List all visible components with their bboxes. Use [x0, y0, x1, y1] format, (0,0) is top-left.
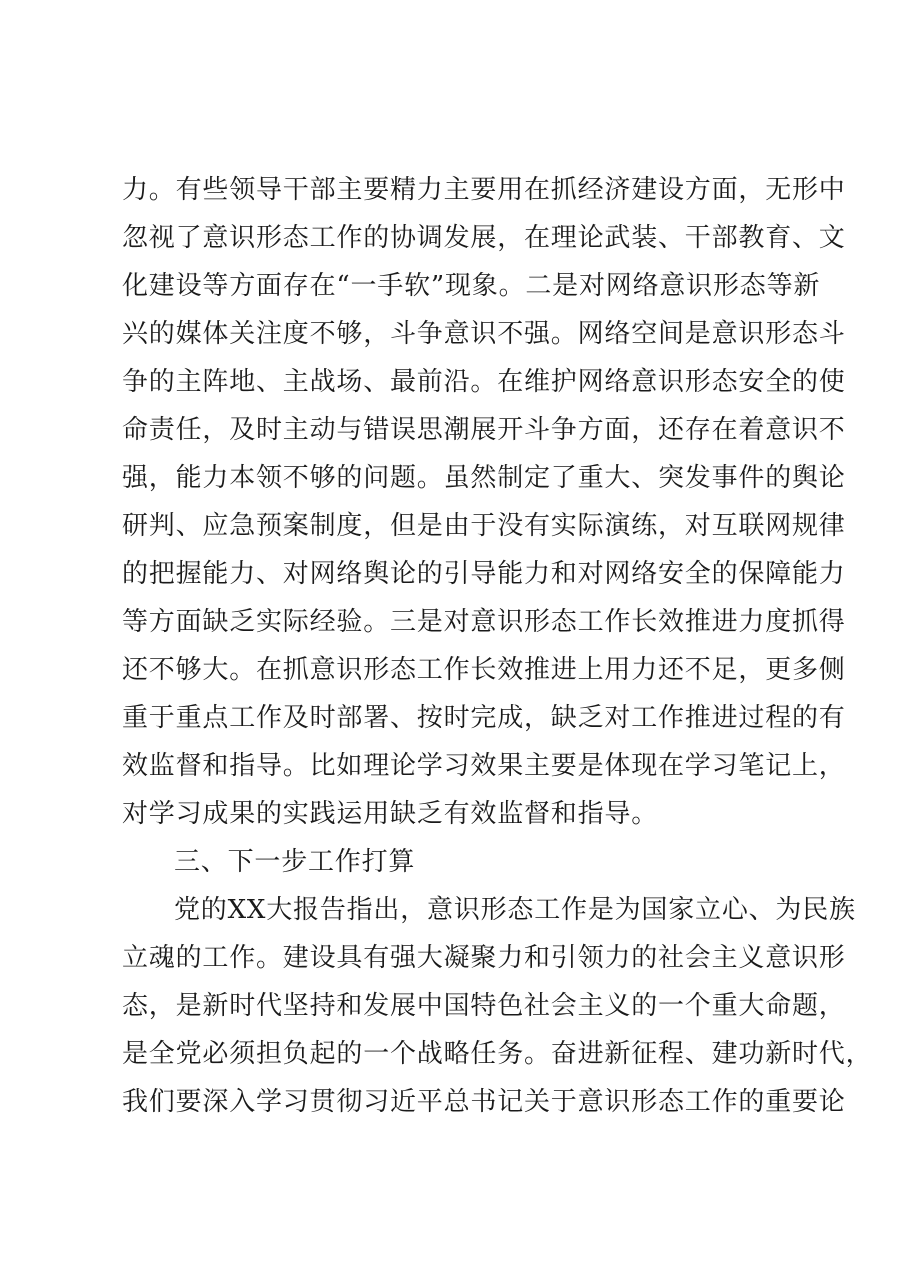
- text-line: 化建设等方面存在“一手软”现象。二是对网络意识形态等新: [122, 271, 821, 301]
- text-line: 立魂的工作。建设具有强大凝聚力和引领力的社会主义意识形: [122, 943, 846, 973]
- text-line: 研判、应急预案制度，但是由于没有实际演练，对互联网规律: [122, 511, 846, 541]
- text-line: 效监督和指导。比如理论学习效果主要是体现在学习笔记上，: [122, 751, 846, 781]
- text-line: 我们要深入学习贯彻习近平总书记关于意识形态工作的重要论: [122, 1087, 846, 1117]
- text-line: 强，能力本领不够的问题。虽然制定了重大、突发事件的舆论: [122, 463, 846, 493]
- text-line: 兴的媒体关注度不够，斗争意识不强。网络空间是意识形态斗: [122, 319, 846, 349]
- text-line: 忽视了意识形态工作的协调发展，在理论武装、干部教育、文: [122, 223, 846, 253]
- text-line: 重于重点工作及时部署、按时完成，缺乏对工作推进过程的有: [122, 703, 846, 733]
- text-line: 的把握能力、对网络舆论的引导能力和对网络安全的保障能力: [122, 559, 846, 589]
- text-line: 力。有些领导干部主要精力主要用在抓经济建设方面，无形中: [122, 175, 846, 205]
- section-heading: 三、下一步工作打算: [174, 847, 416, 877]
- text-line: 态，是新时代坚持和发展中国特色社会主义的一个重大命题，: [122, 991, 846, 1021]
- text-line: 对学习成果的实践运用缺乏有效监督和指导。: [122, 799, 659, 829]
- body-text: [122, 166, 873, 1126]
- text-line: 党的XX大报告指出，意识形态工作是为国家立心、为民族: [174, 895, 856, 925]
- text-line: 是全党必须担负起的一个战略任务。奋进新征程、建功新时代，: [122, 1039, 873, 1069]
- text-line: 还不够大。在抓意识形态工作长效推进上用力还不足，更多侧: [122, 655, 846, 685]
- text-line: 争的主阵地、主战场、最前沿。在维护网络意识形态安全的使: [122, 367, 846, 397]
- text-line: 命责任，及时主动与错误思潮展开斗争方面，还存在着意识不: [122, 415, 846, 445]
- text-line: 等方面缺乏实际经验。三是对意识形态工作长效推进力度抓得: [122, 607, 846, 637]
